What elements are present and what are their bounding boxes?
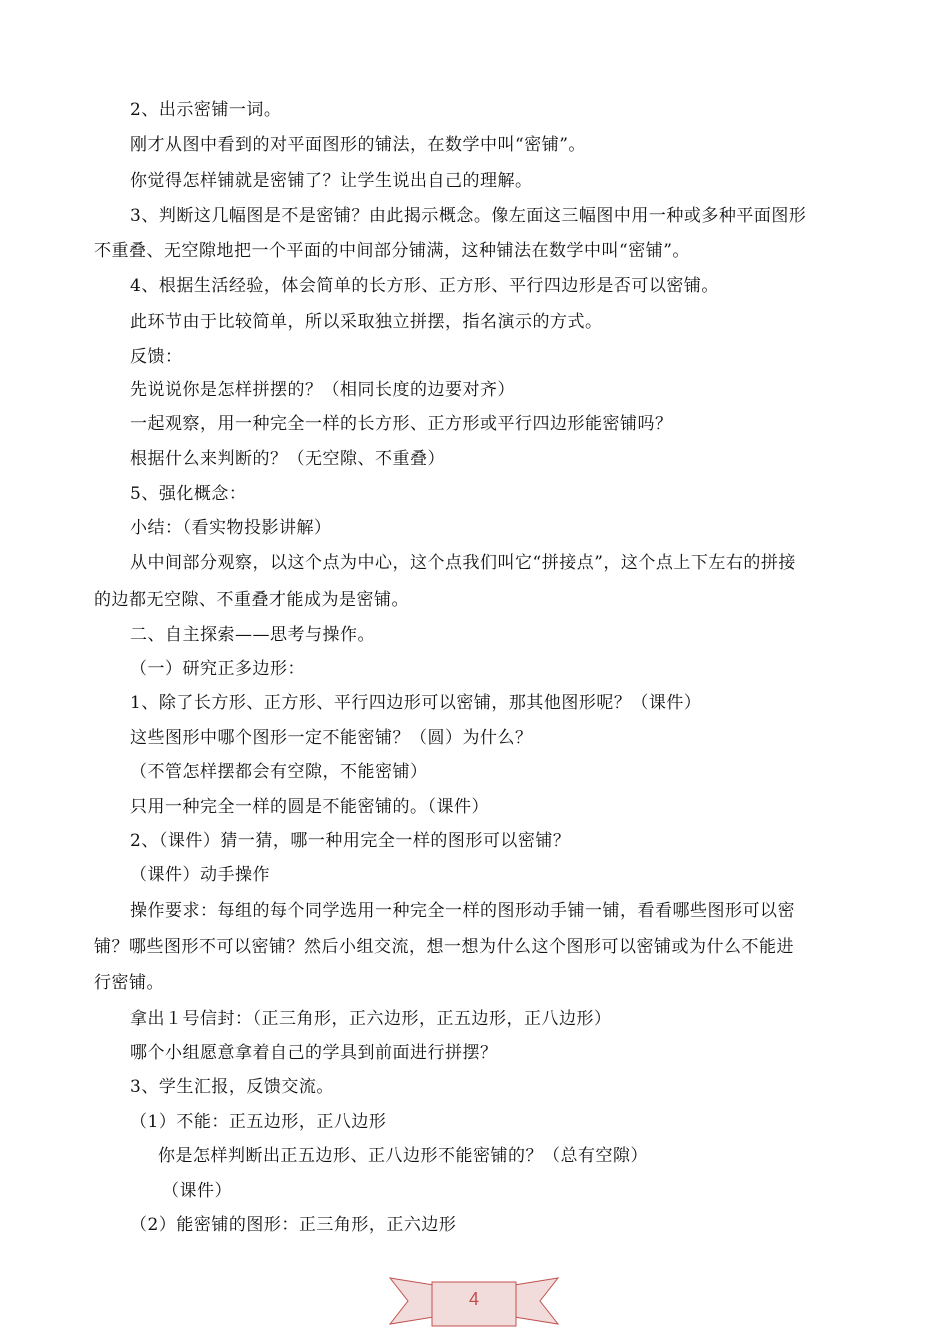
paragraph-line: 只用一种完全一样的圆是不能密铺的。（课件） [130, 797, 489, 817]
paragraph-line: （课件）动手操作 [130, 865, 270, 885]
paragraph-line: 5、强化概念： [130, 484, 247, 504]
paragraph-line: 从中间部分观察，以这个点为中心，这个点我们叫它“拼接点”，这个点上下左右的拼接 [130, 553, 796, 573]
paragraph-line: 拿出１号信封：（正三角形，正六边形，正五边形，正八边形） [130, 1009, 612, 1029]
paragraph-line: 2、出示密铺一词。 [130, 100, 282, 120]
paragraph-line: 刚才从图中看到的对平面图形的铺法，在数学中叫“密铺”。 [130, 135, 586, 155]
paragraph-line: 的边都无空隙、不重叠才能成为是密铺。 [94, 590, 409, 610]
paragraph-line: 行密铺。 [94, 973, 164, 993]
paragraph-line: 根据什么来判断的？（无空隙、不重叠） [130, 449, 445, 469]
paragraph-line: （2）能密铺的图形：正三角形，正六边形 [130, 1215, 457, 1235]
paragraph-line: 一起观察，用一种完全一样的长方形、正方形或平行四边形能密铺吗？ [130, 414, 673, 434]
paragraph-line: 1、除了长方形、正方形、平行四边形可以密铺，那其他图形呢？（课件） [130, 693, 702, 713]
paragraph-line: 小结：（看实物投影讲解） [130, 518, 332, 538]
paragraph-line: 哪个小组愿意拿着自己的学具到前面进行拼摆？ [130, 1043, 498, 1063]
paragraph-line: （1）不能：正五边形，正八边形 [130, 1112, 387, 1132]
paragraph-line: 你是怎样判断出正五边形、正八边形不能密铺的？（总有空隙） [158, 1146, 648, 1166]
section-heading: 二、自主探索——思考与操作。 [130, 625, 375, 645]
paragraph-line: 4、根据生活经验，体会简单的长方形、正方形、平行四边形是否可以密铺。 [130, 276, 719, 296]
paragraph-line: 你觉得怎样铺就是密铺了？让学生说出自己的理解。 [130, 171, 533, 191]
paragraph-line: 操作要求：每组的每个同学选用一种完全一样的图形动手铺一铺，看看哪些图形可以密 [130, 901, 795, 921]
paragraph-line: （不管怎样摆都会有空隙，不能密铺） [130, 762, 428, 782]
paragraph-line: 此环节由于比较简单，所以采取独立拼摆，指名演示的方式。 [130, 312, 603, 332]
paragraph-line: 3、判断这几幅图是不是密铺？由此揭示概念。像左面这三幅图中用一种或多种平面图形 [130, 206, 807, 226]
paragraph-line: 铺？哪些图形不可以密铺？然后小组交流，想一想为什么这个图形可以密铺或为什么不能进 [94, 937, 794, 957]
paragraph-line: 2、（课件）猜一猜，哪一种用完全一样的图形可以密铺？ [130, 831, 571, 851]
subsection-heading: （一）研究正多边形： [130, 659, 305, 679]
paragraph-line: 不重叠、无空隙地把一个平面的中间部分铺满，这种铺法在数学中叫“密铺”。 [94, 241, 690, 261]
page-number: 4 [468, 1289, 479, 1309]
paragraph-line: 反馈： [130, 347, 183, 367]
paragraph-line: 3、学生汇报，反馈交流。 [130, 1077, 334, 1097]
paragraph-line: （课件） [162, 1181, 232, 1201]
paragraph-line: 先说说你是怎样拼摆的？（相同长度的边要对齐） [130, 380, 515, 400]
paragraph-line: 这些图形中哪个图形一定不能密铺？（圆）为什么？ [130, 728, 533, 748]
